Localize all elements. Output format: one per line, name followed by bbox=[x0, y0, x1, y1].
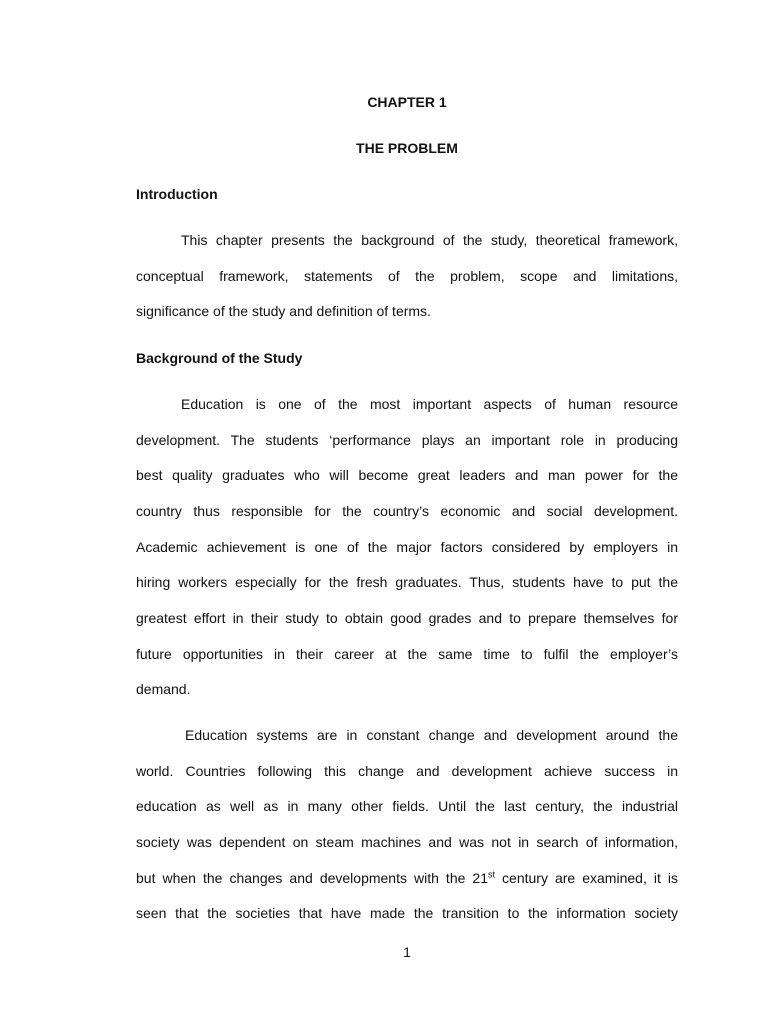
background-p2-line: world. Countries following this change and development achieve success in bbox=[136, 763, 678, 779]
background-p2-line: education as well as in many other fields. Until the last century, the industrial bbox=[136, 798, 678, 814]
background-p1-line: demand. bbox=[136, 681, 191, 697]
background-p1-line: best quality graduates who will become great leaders and man power for the bbox=[136, 467, 678, 483]
section-heading-introduction: Introduction bbox=[136, 186, 218, 202]
chapter-title: THE PROBLEM bbox=[356, 140, 458, 156]
background-p1-line: country thus responsible for the country’s economic and social development. bbox=[136, 503, 678, 519]
background-p2-line: seen that the societies that have made the transition to the information society bbox=[136, 905, 678, 921]
background-p1-line: future opportunities in their career at the same time to fulfil the employer’s bbox=[136, 646, 678, 662]
line-text-after-superscript: century are examined, it is bbox=[495, 870, 678, 886]
background-p2-line: society was dependent on steam machines and was not in search of information, bbox=[136, 834, 678, 850]
page-number: 1 bbox=[403, 944, 411, 960]
background-p1-line: hiring workers especially for the fresh graduates. Thus, students have to put the bbox=[136, 574, 678, 590]
background-p1-line: Academic achievement is one of the major factors considered by employers in bbox=[136, 539, 678, 555]
background-p1-line: Education is one of the most important aspects of human resource bbox=[181, 396, 678, 412]
chapter-label: CHAPTER 1 bbox=[367, 94, 447, 110]
intro-line: This chapter presents the background of the study, theoretical framework, bbox=[181, 232, 678, 248]
ordinal-superscript: st bbox=[488, 869, 496, 880]
background-p2-line: Education systems are in constant change and development around the bbox=[185, 727, 678, 743]
background-p2-line-with-superscript bbox=[136, 869, 678, 887]
section-heading-background: Background of the Study bbox=[136, 350, 303, 366]
background-p1-line: development. The students ‘performance plays an important role in producing bbox=[136, 432, 678, 448]
intro-line: significance of the study and definition of terms. bbox=[136, 303, 431, 319]
line-text-before-superscript: but when the changes and developments with the 21 bbox=[136, 870, 488, 886]
background-p1-line: greatest effort in their study to obtain good grades and to prepare themselves for bbox=[136, 610, 678, 626]
intro-line: conceptual framework, statements of the problem, scope and limitations, bbox=[136, 268, 678, 284]
